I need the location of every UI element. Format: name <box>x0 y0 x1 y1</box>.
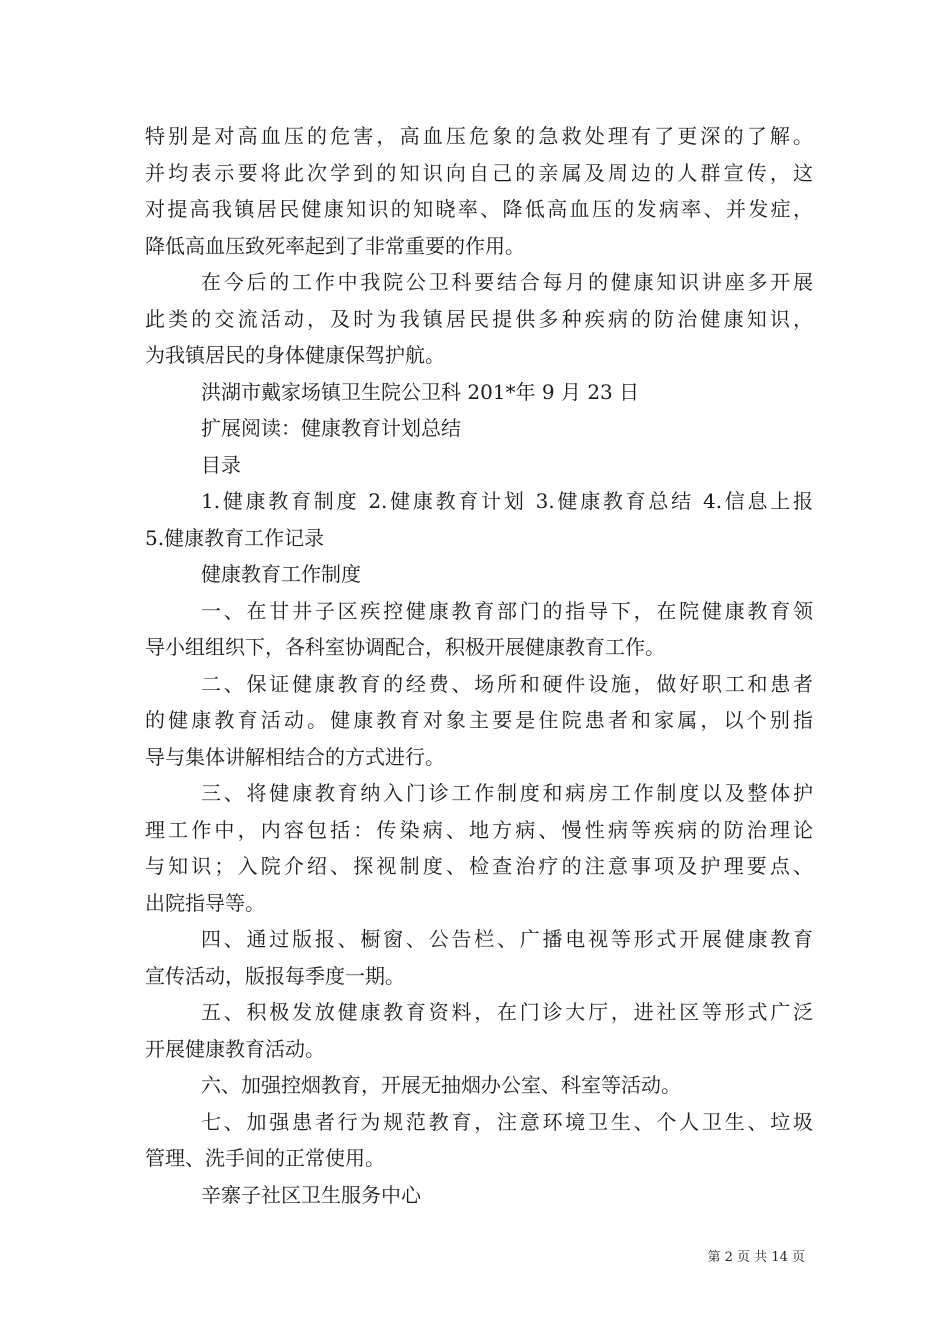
text-line: 宣传活动，版报每季度一期。 <box>145 963 405 988</box>
text-line: 对提高我镇居民健康知识的知晓率、降低高血压的发病率、并发症， <box>145 197 813 221</box>
text-line: 降低高血压致死率起到了非常重要的作用。 <box>145 233 525 258</box>
text-line: 此类的交流活动，及时为我镇居民提供多种疾病的防治健康知识， <box>145 306 813 331</box>
text-line: 管理、洗手间的正常使用。 <box>145 1146 385 1170</box>
text-line: 五、积极发放健康教育资料，在门诊大厅，进社区等形式广泛 <box>201 1000 813 1024</box>
text-line: 为我镇居民的身体健康保驾护航。 <box>145 343 445 367</box>
text-line: 导小组组织下，各科室协调配合，积极开展健康教育工作。 <box>145 635 665 659</box>
text-line: 导与集体讲解相结合的方式进行。 <box>145 744 445 769</box>
text-line: 一、在甘井子区疾控健康教育部门的指导下，在院健康教育领 <box>201 598 813 623</box>
text-line: 特别是对高血压的危害，高血压危象的急救处理有了更深的了解。 <box>145 124 813 148</box>
text-line: 三、将健康教育纳入门诊工作制度和病房工作制度以及整体护 <box>201 781 813 805</box>
text-line: 七、加强患者行为规范教育，注意环境卫生、个人卫生、垃圾 <box>201 1109 813 1134</box>
signature-line: 辛寨子社区卫生服务中心 <box>201 1182 421 1207</box>
text-line: 出院指导等。 <box>145 890 265 915</box>
toc-line: 5.健康教育工作记录 <box>145 525 325 550</box>
page-number: 第 2 页 共 14 页 <box>707 1250 805 1265</box>
toc-heading: 目录 <box>201 452 241 477</box>
section-heading: 健康教育工作制度 <box>201 562 361 586</box>
toc-line: 1.健康教育制度 2.健康教育计划 3.健康教育总结 4.信息上报 <box>201 489 813 513</box>
text-line: 在今后的工作中我院公卫科要结合每月的健康知识讲座多开展 <box>201 270 813 294</box>
text-line: 与知识；入院介绍、探视制度、检查治疗的注意事项及护理要点、 <box>145 854 813 878</box>
text-line: 的健康教育活动。健康教育对象主要是住院患者和家属，以个别指 <box>145 708 813 732</box>
text-line: 六、加强控烟教育，开展无抽烟办公室、科室等活动。 <box>201 1073 681 1097</box>
section-heading: 扩展阅读：健康教育计划总结 <box>201 416 461 440</box>
text-line: 二、保证健康教育的经费、场所和硬件设施，做好职工和患者 <box>201 671 813 696</box>
text-line: 开展健康教育活动。 <box>145 1036 325 1061</box>
signature-line: 洪湖市戴家场镇卫生院公卫科 201*年 9 月 23 日 <box>201 379 640 404</box>
text-line: 四、通过版报、橱窗、公告栏、广播电视等形式开展健康教育 <box>201 927 813 951</box>
text-line: 并均表示要将此次学到的知识向自己的亲属及周边的人群宣传，这 <box>145 160 813 185</box>
document-body <box>145 118 813 1213</box>
text-line: 理工作中，内容包括：传染病、地方病、慢性病等疾病的防治理论 <box>145 817 813 842</box>
